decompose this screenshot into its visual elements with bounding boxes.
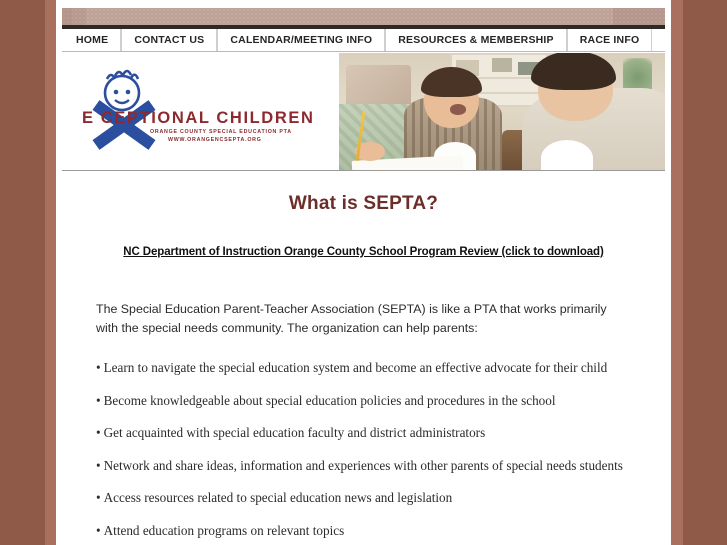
list-item-label: Learn to navigate the special education system and become an effective advocate for their child [103, 360, 608, 375]
nav-item-race-info-label: RACE INFO [579, 34, 640, 46]
program-review-download-link[interactable]: NC Department of Instruction Orange County School Program Review (click to download) [123, 246, 604, 258]
top-bar-dark-rule [62, 25, 665, 29]
photo-boy-mouth [450, 104, 466, 115]
header-banner-photo [339, 53, 665, 170]
bullet-marker-icon: • [96, 490, 101, 505]
logo-subtitle-line2: WWW.ORANGENCSEPTA.ORG [168, 137, 262, 143]
list-item-label: Access resources related to special education news and legislation [103, 490, 453, 505]
nav-item-home[interactable] [62, 29, 121, 51]
logo-artwork [80, 69, 335, 151]
bullet-marker-icon: • [96, 522, 101, 538]
decorative-top-bar [62, 8, 665, 29]
list-item [96, 523, 631, 540]
list-item-label: Get acquainted with special education faculty and district administrators [103, 425, 486, 440]
photo-left-object [346, 65, 411, 109]
nav-item-calendar-meeting-info-label: CALENDAR/MEETING INFO [230, 34, 373, 46]
logo-wordmark: E CEPTIONAL CHILDREN [82, 109, 315, 127]
logo-subtitle-line1: ORANGE COUNTY SPECIAL EDUCATION PTA [150, 129, 292, 135]
photo-adult-hair [531, 53, 616, 90]
list-item [96, 490, 631, 507]
list-item [96, 425, 631, 442]
nav-item-contact-us[interactable] [121, 29, 217, 51]
list-item-label: Become knowledgeable about special education policies and procedures in the school [103, 392, 556, 408]
top-bar-segment-middle [86, 8, 613, 25]
bullet-marker-icon: • [96, 457, 101, 473]
site-logo[interactable] [62, 53, 339, 170]
nav-item-race-info[interactable] [567, 29, 653, 51]
nav-item-home-label: HOME [76, 34, 109, 46]
list-item-label: Network and share ideas, information and experiences with other parents of special needs students [103, 457, 623, 473]
top-bar-segment-left [62, 8, 72, 25]
photo-shelf-box-2 [492, 58, 512, 72]
nav-item-contact-us-label: CONTACT US [134, 34, 205, 46]
bullet-marker-icon: • [96, 425, 101, 440]
intro-paragraph: The Special Education Parent-Teacher Association (SEPTA) is like a PTA that works primarily with the special needs community. The organization can help parents: [96, 302, 607, 335]
list-item-label: Attend education programs on relevant topics [103, 522, 345, 538]
top-bar-band [62, 8, 665, 25]
nav-item-resources-membership-label: RESOURCES & MEMBERSHIP [398, 34, 554, 46]
main-navigation [62, 29, 665, 52]
benefits-list [96, 360, 631, 539]
nav-item-calendar-meeting-info[interactable] [217, 29, 385, 51]
top-bar-segment-second [72, 8, 86, 25]
left-page-gutter [0, 0, 56, 545]
page-panel [56, 0, 671, 545]
top-bar-segment-right [613, 8, 665, 25]
nav-item-resources-membership[interactable] [385, 29, 567, 51]
list-item [96, 393, 631, 410]
right-page-gutter [671, 0, 727, 545]
nav-filler [652, 29, 665, 51]
site-header-band [62, 53, 665, 171]
page-title: What is SEPTA? [288, 193, 439, 214]
download-link-row [88, 242, 639, 260]
list-item [96, 360, 631, 377]
main-content [62, 193, 665, 539]
bullet-marker-icon: • [96, 360, 101, 375]
bullet-marker-icon: • [96, 392, 101, 408]
list-item [96, 458, 631, 475]
